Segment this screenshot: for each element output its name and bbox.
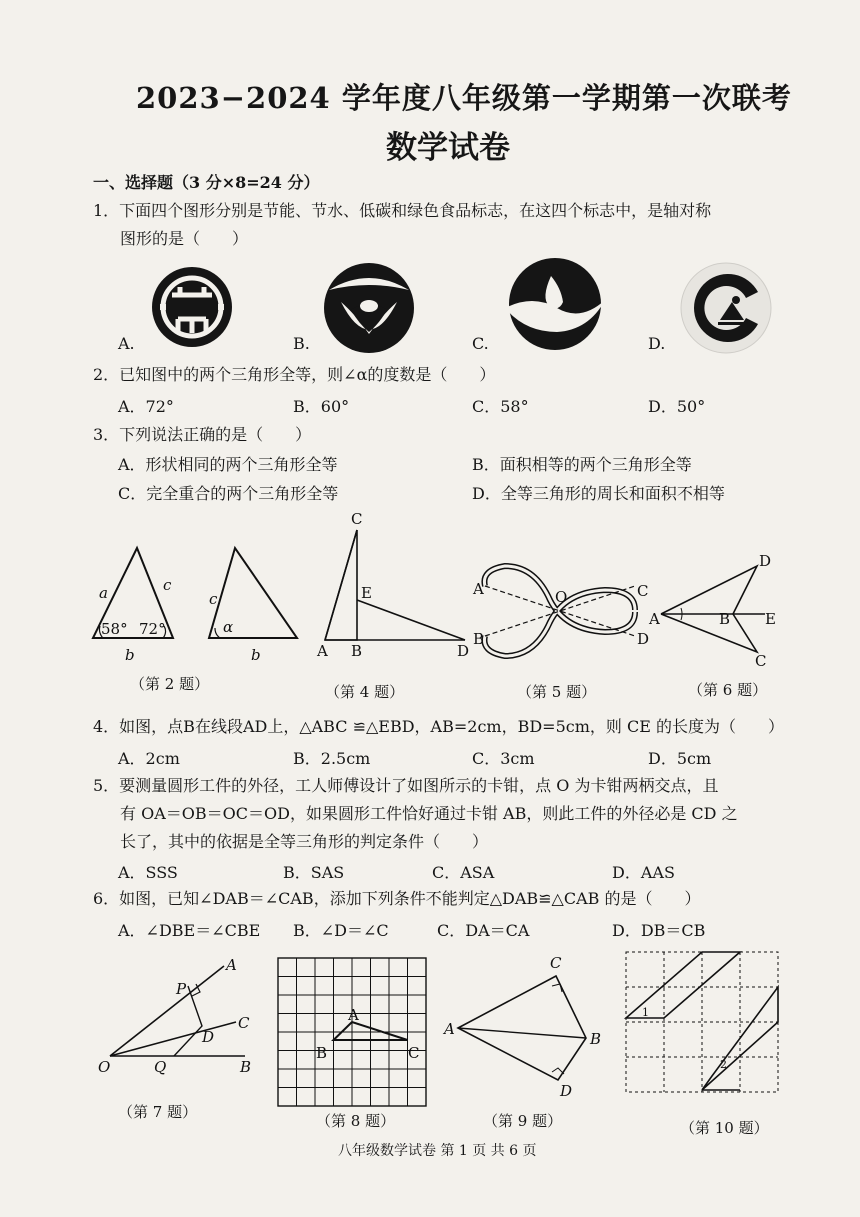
section-heading: 一、选择题（3 分×8=24 分） [93, 173, 320, 192]
fig9-label-b: B [590, 1030, 602, 1048]
q6-option-a[interactable]: A．∠DBE＝∠CBE [118, 921, 261, 940]
fig4-label-d: D [457, 642, 470, 660]
q1-text-line2: 图形的是（ ） [120, 229, 249, 248]
logo-energy-saving-icon [150, 265, 240, 355]
fig4-label-c: C [351, 510, 363, 528]
caption-fig2: （第 2 题） [130, 675, 210, 693]
fig5-label-a: A [473, 580, 484, 598]
fig5-calipers [472, 566, 649, 656]
fig2b-label-b: b [251, 646, 261, 664]
page-footer: 八年级数学试卷 第 1 页 共 6 页 [338, 1143, 537, 1159]
q6-option-d[interactable]: D．DB＝CB [612, 921, 706, 940]
fig7-label-p: P [176, 980, 187, 998]
logo-green-food-icon [680, 262, 776, 358]
fig8-label-c: C [408, 1044, 420, 1062]
exam-title: 2023−2024 学年度八年级第一学期第一次联考 [136, 81, 792, 115]
caption-fig5: （第 5 题） [517, 683, 597, 701]
caption-fig4: （第 4 题） [325, 683, 405, 701]
q6-text: 6．如图，已知∠DAB＝∠CAB，添加下列条件不能判定△DAB≌△CAB 的是（ ） [93, 889, 701, 908]
q3-option-a[interactable]: A．形状相同的两个三角形全等 [118, 455, 338, 474]
q1-option-b[interactable]: B. [293, 334, 310, 353]
q5-option-b[interactable]: B．SAS [283, 863, 345, 882]
fig10-label-1: 1 [642, 1006, 649, 1019]
fig7-label-q: Q [154, 1058, 167, 1076]
caption-fig6: （第 6 题） [688, 681, 768, 699]
q2-option-c[interactable]: C．58° [472, 397, 529, 416]
fig5-label-c: C [637, 582, 649, 600]
fig4-figure [316, 510, 469, 660]
q3-text: 3．下列说法正确的是（ ） [93, 425, 312, 444]
fig5-label-b: B [473, 630, 485, 648]
q5-text-line1: 5．要测量圆形工件的外径，工人师傅设计了如图所示的卡钳，点 O 为卡钳两柄交点，且 [93, 776, 719, 795]
fig2-triangles [93, 548, 297, 664]
fig5-label-d: D [637, 630, 650, 648]
q1-option-c[interactable]: C. [472, 334, 489, 353]
fig2b-label-c: c [209, 590, 218, 608]
fig10-grid [626, 952, 778, 1092]
q4-option-c[interactable]: C．3cm [472, 749, 535, 768]
q6-option-b[interactable]: B．∠D＝∠C [293, 921, 389, 940]
caption-fig9: （第 9 题） [483, 1112, 563, 1130]
q5-option-a[interactable]: A．SSS [118, 863, 178, 882]
fig8-grid [278, 958, 426, 1106]
fig2-label-a: a [99, 584, 108, 602]
fig7-label-d: D [202, 1028, 215, 1046]
figure-row-1 [85, 510, 855, 685]
q5-text-line3: 长了，其中的依据是全等三角形的判定条件（ ） [120, 832, 489, 851]
q3-option-c[interactable]: C．完全重合的两个三角形全等 [118, 484, 339, 503]
q1-text-line1: 1．下面四个图形分别是节能、节水、低碳和绿色食品标志，在这四个标志中，是轴对称 [93, 201, 712, 220]
q2-option-d[interactable]: D．50° [648, 397, 706, 416]
fig4-label-e: E [361, 584, 372, 602]
fig5-label-o: O [555, 588, 568, 606]
q5-option-d[interactable]: D．AAS [612, 863, 675, 882]
figure-row-2 [90, 950, 810, 1110]
fig6-label-d: D [759, 552, 772, 570]
fig4-label-a: A [317, 642, 328, 660]
logo-low-carbon-icon [503, 258, 613, 358]
q1-option-d[interactable]: D. [648, 334, 666, 353]
q5-option-c[interactable]: C．ASA [432, 863, 495, 882]
q2-text: 2．已知图中的两个三角形全等，则∠α的度数是（ ） [93, 365, 496, 384]
fig6-label-e: E [765, 610, 776, 628]
fig8-label-b: B [316, 1044, 328, 1062]
q3-option-d[interactable]: D．全等三角形的周长和面积不相等 [472, 484, 725, 503]
q1-option-a[interactable]: A. [118, 334, 135, 353]
fig10-label-2: 2 [720, 1058, 727, 1071]
q4-option-d[interactable]: D．5cm [648, 749, 712, 768]
fig7-label-a: A [226, 956, 237, 974]
fig2-angle-72: 72° [139, 620, 166, 638]
fig2-label-b: b [125, 646, 135, 664]
q6-option-c[interactable]: C．DA＝CA [437, 921, 530, 940]
q3-option-b[interactable]: B．面积相等的两个三角形全等 [472, 455, 692, 474]
fig8-label-a: A [348, 1006, 359, 1024]
fig6-label-a: A [649, 610, 660, 628]
q4-text: 4．如图，点B在线段AD上，△ABC ≌△EBD，AB=2cm，BD=5cm，则 CE 的长度为（ ） [93, 717, 784, 736]
fig6-label-c: C [755, 652, 767, 670]
fig2-label-c: c [163, 576, 172, 594]
q4-option-b[interactable]: B．2.5cm [293, 749, 371, 768]
q5-text-line2: 有 OA＝OB＝OC＝OD，如果圆形工件恰好通过卡钳 AB，则此工件的外径必是 CD 之 [120, 804, 738, 823]
exam-subtitle: 数学试卷 [386, 130, 510, 166]
q2-option-b[interactable]: B．60° [293, 397, 350, 416]
fig9-label-a: A [444, 1020, 455, 1038]
fig7-figure [98, 956, 251, 1076]
fig2-angle-58: 58° [101, 620, 128, 638]
logo-water-saving-icon [323, 262, 421, 360]
fig4-label-b: B [351, 642, 363, 660]
fig7-label-b: B [240, 1058, 252, 1076]
fig6-label-b: B [719, 610, 731, 628]
fig2b-label-alpha: α [223, 618, 234, 636]
q2-option-a[interactable]: A．72° [118, 397, 174, 416]
fig9-label-d: D [560, 1082, 573, 1100]
fig7-label-c: C [238, 1014, 250, 1032]
fig9-label-c: C [550, 954, 562, 972]
fig9-kite [442, 954, 601, 1100]
q4-option-a[interactable]: A．2cm [118, 749, 180, 768]
caption-fig8: （第 8 题） [316, 1112, 396, 1130]
caption-fig7: （第 7 题） [118, 1103, 198, 1121]
fig6-figure [648, 552, 776, 670]
caption-fig10: （第 10 题） [680, 1119, 769, 1137]
fig7-label-o: O [98, 1058, 111, 1076]
